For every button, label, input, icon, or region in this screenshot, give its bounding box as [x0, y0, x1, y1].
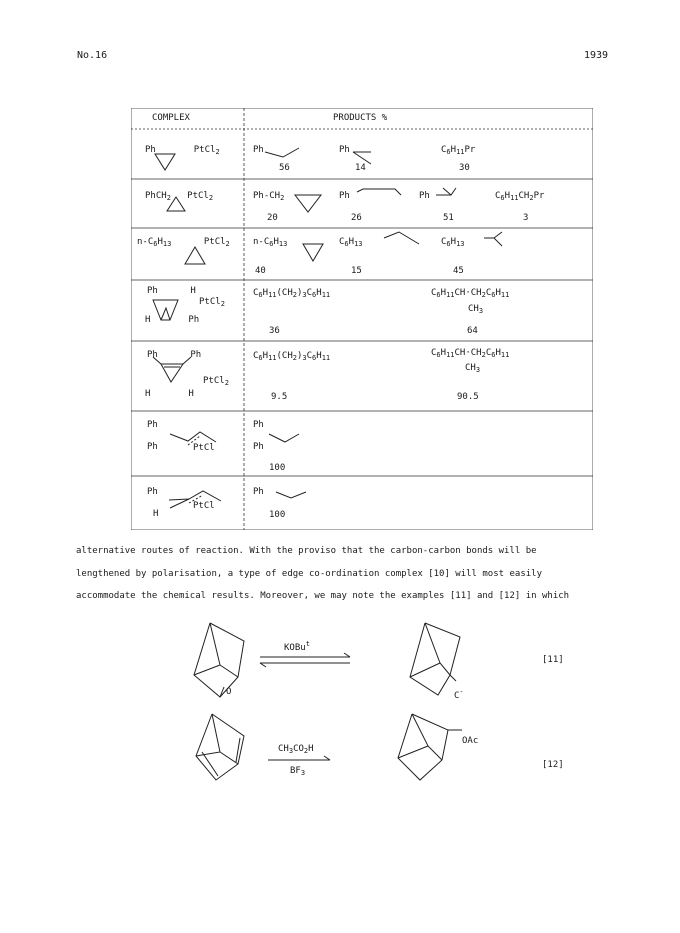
row5-product-2: $C_6H_{11}CH\cdot CH_2C_6H_{11}$ — [431, 348, 510, 359]
row6-product-ph2: Ph — [253, 442, 264, 452]
row5-complex-metal: PtCl$_2$ — [203, 376, 229, 387]
row2-pct-3: 51 — [443, 213, 454, 223]
scheme-12 — [180, 708, 600, 793]
row7-complex-metal: PtCl — [193, 501, 215, 511]
scheme-12-drawing — [180, 708, 600, 793]
row4-complex-metal: PtCl$_2$ — [199, 297, 225, 308]
row4-product-2-branch: $CH_3$ — [468, 304, 484, 315]
scheme-11-reagent: KOBu$^t$ — [284, 640, 310, 653]
row7-complex-ph: Ph — [147, 487, 158, 497]
row6-complex-ph2: Ph — [147, 442, 158, 452]
page-number: 1939 — [584, 50, 609, 61]
row1-product-2: Ph — [339, 145, 350, 155]
row3-pct-3: 45 — [453, 266, 464, 276]
row2-pct-4: 3 — [523, 213, 529, 223]
scheme-11-oxide: O — [226, 687, 232, 697]
row5-pct-1: 9.5 — [271, 392, 288, 402]
scheme-11-drawing — [180, 615, 600, 715]
scheme-12-substituent: OAc — [462, 736, 479, 746]
row2-complex: PhCH$_2$ PtCl$_2$ — [145, 191, 214, 202]
scheme-11-label: [11] — [542, 655, 564, 665]
scheme-11 — [180, 615, 600, 715]
row6-complex-metal: PtCl — [193, 443, 215, 453]
row6-pct-1: 100 — [269, 463, 286, 473]
row3-product-1: $n-C_6H_{13}$ — [253, 237, 288, 248]
row4-product-2: $C_6H_{11}CH\cdot CH_2C_6H_{11}$ — [431, 288, 510, 299]
row2-product-4: $C_6H_{11}CH_2Pr$ — [495, 191, 545, 202]
row6-complex-ph1: Ph — [147, 420, 158, 430]
row7-complex-h: H — [153, 509, 159, 519]
row3-product-3: $C_6H_{13}$ — [441, 237, 465, 248]
scheme-12-reagent-bottom: $BF_3$ — [290, 766, 306, 777]
scheme-12-label: [12] — [542, 760, 564, 770]
row3-product-2: $C_6H_{13}$ — [339, 237, 363, 248]
row1-pct-3: 30 — [459, 163, 470, 173]
row2-product-1: $Ph-CH_2$ — [253, 191, 285, 202]
col-header-complex: COMPLEX — [152, 113, 190, 123]
row2-pct-2: 26 — [351, 213, 362, 223]
body-line-2: lengthened by polarisation, a type of edge co-ordination complex [10] will most easily — [76, 569, 542, 579]
row1-pct-2: 14 — [355, 163, 366, 173]
body-line-1: alternative routes of reaction. With the proviso that the carbon-carbon bonds will be — [76, 546, 537, 556]
row6-product-ph1: Ph — [253, 420, 264, 430]
body-line-3: accommodate the chemical results. Moreover, we may note the examples [11] and [12] in which — [76, 591, 570, 601]
row3-pct-1: 40 — [255, 266, 266, 276]
row7-pct-1: 100 — [269, 510, 286, 520]
row4-product-1: $C_6H_{11}(CH_2)_3C_6H_{11}$ — [253, 288, 331, 299]
row7-product-ph: Ph — [253, 487, 264, 497]
row4-complex-bottom: H Ph — [145, 315, 200, 325]
row2-pct-1: 20 — [267, 213, 278, 223]
row4-pct-2: 64 — [467, 326, 478, 336]
scheme-12-reagent-top: $CH_3CO_2H$ — [278, 744, 314, 755]
row5-product-1: $C_6H_{11}(CH_2)_3C_6H_{11}$ — [253, 351, 331, 362]
row4-pct-1: 36 — [269, 326, 280, 336]
row2-product-3: Ph — [419, 191, 430, 201]
row4-complex-top: Ph H — [147, 286, 196, 296]
row2-product-2: Ph — [339, 191, 350, 201]
row5-complex-bottom: H H — [145, 389, 194, 399]
row1-complex: Ph PtCl$_2$ — [145, 145, 220, 156]
row1-pct-1: 56 — [279, 163, 290, 173]
row3-pct-2: 15 — [351, 266, 362, 276]
col-header-products: PRODUCTS % — [333, 113, 388, 123]
row5-pct-2: 90.5 — [457, 392, 479, 402]
row5-product-2-branch: $CH_3$ — [465, 363, 481, 374]
products-table — [131, 108, 593, 530]
journal-issue: No.16 — [77, 50, 108, 61]
row1-product-3: $C_6H_{11}Pr$ — [441, 145, 476, 156]
row5-complex-top: Ph Ph — [147, 350, 202, 360]
row3-complex: $n-C_6H_{13}$ PtCl$_2$ — [137, 237, 230, 248]
row1-product-1: Ph — [253, 145, 264, 155]
scheme-11-carbanion: C- — [454, 688, 464, 701]
